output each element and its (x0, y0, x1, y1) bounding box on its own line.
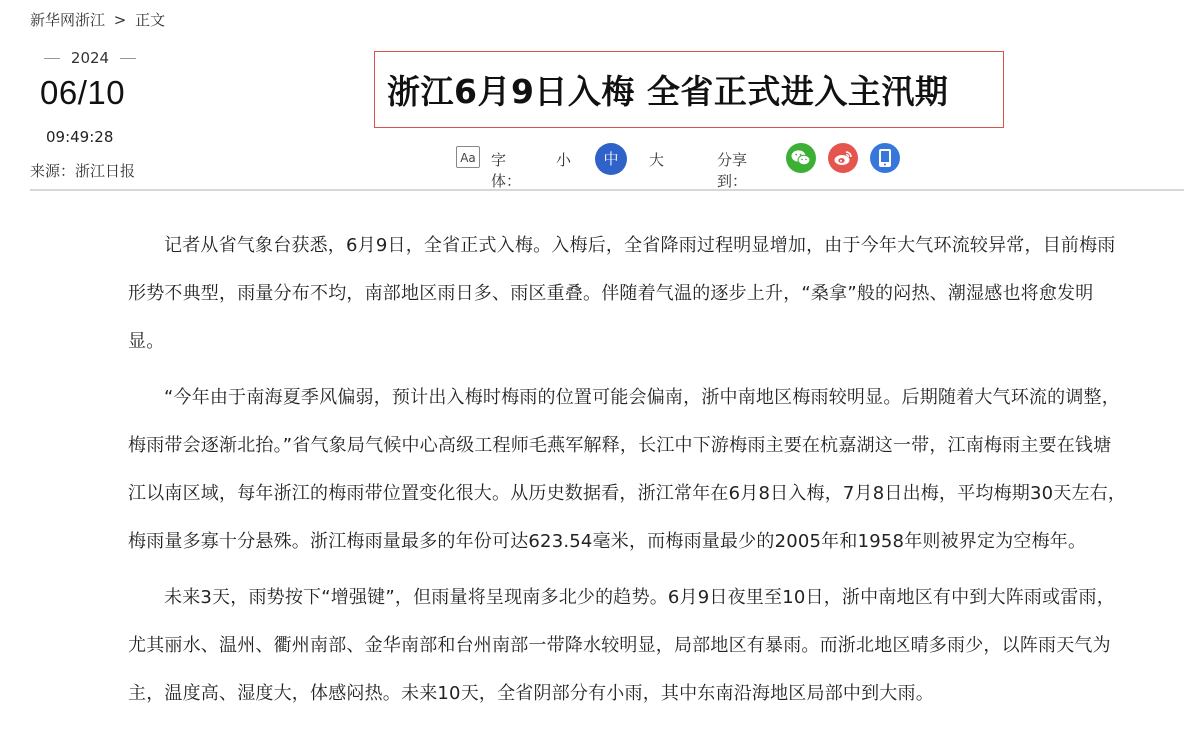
article-paragraph: 未来3天，雨势按下“增强键”，但雨量将呈现南多北少的趋势。6月9日夜里至10日，浙中南地区有中到大阵雨或雷雨，尤其丽水、温州、衢州南部、金华南部和台州南部一带降水较明显，局部地区有暴雨。而浙北地区晴多雨少，以阵雨天气为主，温度高、湿度大，体感闷热。未来10天，全省阴部分有小雨，其中东南沿海地区局部中到大雨。 (128, 587, 1115, 704)
article-source: 来源：浙江日报 (30, 162, 136, 180)
article-title: 浙江6月9日入梅 全省正式进入主汛期 (387, 72, 949, 111)
mobile-icon[interactable] (870, 143, 900, 173)
breadcrumb-current: 正文 (135, 11, 166, 29)
font-size-large-button[interactable]: 大 (649, 151, 665, 169)
font-size-small-button[interactable]: 小 (556, 151, 572, 169)
font-size-icon: Aa (456, 146, 480, 168)
wechat-icon[interactable] (786, 143, 816, 173)
publish-month-day: 06/10 (40, 74, 126, 111)
title-box (374, 51, 1004, 128)
breadcrumb-home-link[interactable]: 新华网浙江 (30, 11, 106, 29)
breadcrumb-separator: > (113, 11, 127, 29)
article-paragraph: 记者从省气象台获悉，6月9日，全省正式入梅。入梅后，全省降雨过程明显增加，由于今年大气环流较异常，目前梅雨形势不典型，雨量分布不均，南部地区雨日多、雨区重叠。伴随着气温的逐步上升，“桑拿”般的闷热、潮湿感也将愈发明显。 (128, 235, 1116, 352)
share-label: 分享到： (717, 151, 748, 190)
font-size-label: 字体： (491, 151, 522, 190)
font-size-medium-button[interactable]: 中 (595, 143, 627, 175)
article-body (128, 222, 1128, 726)
article-paragraph: “今年由于南海夏季风偏弱，预计出入梅时梅雨的位置可能会偏南，浙中南地区梅雨较明显。后期随着大气环流的调整，梅雨带会逐渐北抬。”省气象局气候中心高级工程师毛燕军解释，长江中下游梅雨主要在杭嘉湖这一带，江南梅雨主要在钱塘江以南区域，每年浙江的梅雨带位置变化很大。从历史数据看，浙江常年在6月8日入梅，7月8日出梅，平均梅期30天左右，梅雨量多寡十分悬殊。浙江梅雨量最多的年份可达623.54毫米，而梅雨量最少的2005年和1958年则被界定为空梅年。 (128, 387, 1127, 552)
publish-year: 2024 (44, 49, 136, 67)
publish-time: 09:49:28 (46, 128, 114, 146)
breadcrumb (30, 9, 169, 30)
header-divider (30, 189, 1184, 191)
weibo-icon[interactable] (828, 143, 858, 173)
